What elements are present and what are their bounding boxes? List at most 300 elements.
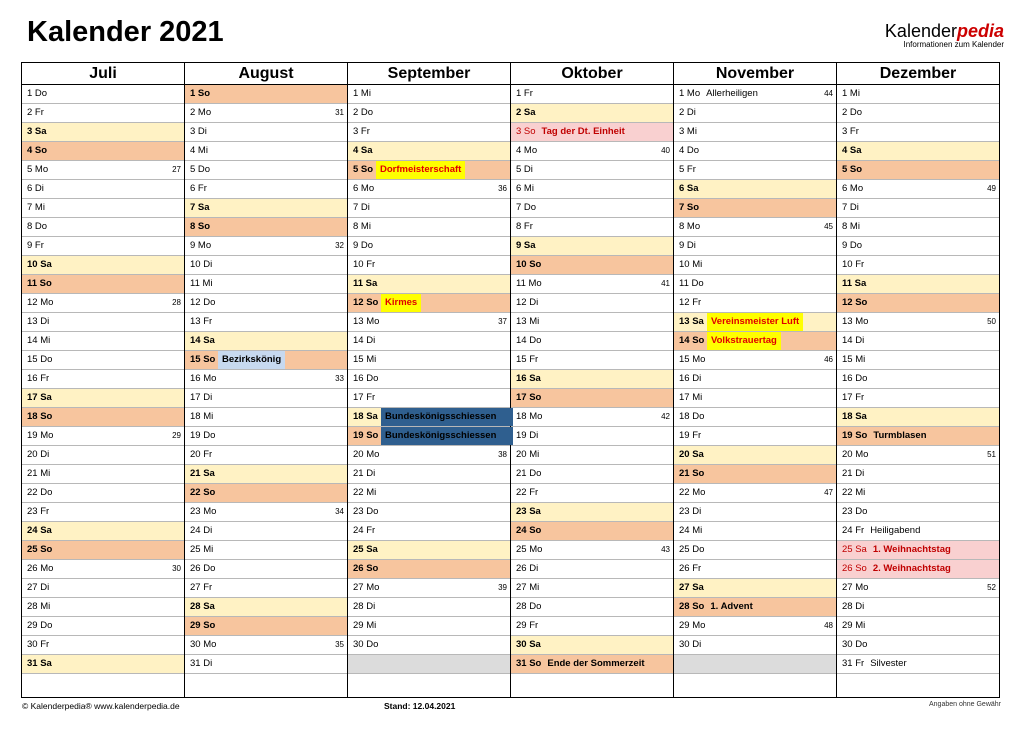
day-row[interactable] [674,313,836,332]
day-row[interactable] [22,465,184,484]
day-row[interactable] [674,579,836,598]
day-row[interactable] [185,123,347,142]
day-label: 13 Mi [516,316,540,327]
day-row[interactable] [674,503,836,522]
day-row[interactable] [348,332,510,351]
week-number: 48 [824,621,833,630]
day-row[interactable] [22,199,184,218]
week-number: 43 [661,545,670,554]
day-row[interactable] [511,503,673,522]
week-number: 42 [661,412,670,421]
day-row[interactable] [511,560,673,579]
day-row[interactable] [837,180,999,199]
day-label: 20 Mo [353,449,380,460]
day-row[interactable] [185,465,347,484]
day-row[interactable] [348,294,510,313]
day-row[interactable] [185,180,347,199]
day-label: 8 Mo [679,221,701,232]
day-label: 9 Sa [516,240,536,251]
day-label: 18 Sa [842,411,867,422]
day-label: 7 Di [842,202,859,213]
day-row[interactable] [674,351,836,370]
brand-name-b: pedia [956,21,1004,41]
week-number: 30 [172,564,181,573]
day-row[interactable] [348,446,510,465]
day-row[interactable] [185,237,347,256]
day-label: 19 Fr [679,430,702,441]
day-label: 29 Mi [353,620,377,631]
day-label: 19 So [353,430,379,441]
day-row[interactable] [674,275,836,294]
brand-name-a: Kalender [884,21,957,41]
day-row[interactable] [22,275,184,294]
day-row[interactable] [22,142,184,161]
day-label: 30 Fr [27,639,50,650]
week-number: 27 [172,165,181,174]
day-row[interactable] [837,408,999,427]
day-label: 6 Di [27,183,44,194]
day-row[interactable] [837,313,999,332]
day-label: 1 Mo [679,88,701,99]
day-label: 13 Mo [842,316,869,327]
day-row[interactable] [674,142,836,161]
day-label: 17 Mi [679,392,703,403]
day-label: 7 So [679,202,700,213]
day-row[interactable] [22,104,184,123]
day-label: 24 Sa [27,525,52,536]
day-label: 18 Mi [190,411,214,422]
day-label: 10 Fr [353,259,376,270]
day-row[interactable] [348,655,510,674]
day-row[interactable] [837,294,999,313]
event-label: Volkstrauertag [707,332,781,350]
day-label: 13 Di [27,316,50,327]
day-row[interactable] [674,427,836,446]
day-row[interactable] [674,123,836,142]
day-row[interactable] [674,199,836,218]
week-number: 29 [172,431,181,440]
day-row[interactable] [837,560,999,579]
day-row[interactable] [511,427,673,446]
day-label: 12 Do [190,297,216,308]
day-row[interactable] [837,275,999,294]
day-row[interactable] [674,104,836,123]
day-label: 2 Fr [27,107,44,118]
day-row[interactable] [511,655,673,674]
day-row[interactable] [348,598,510,617]
day-row[interactable] [185,370,347,389]
week-number: 35 [335,640,344,649]
month-column [22,63,185,697]
day-row[interactable] [511,636,673,655]
day-label: 12 Mo [27,297,54,308]
day-row[interactable] [348,85,510,104]
day-row[interactable] [22,484,184,503]
day-row[interactable] [185,142,347,161]
day-label: 25 Sa [842,544,867,555]
day-label: 5 Mo [27,164,49,175]
day-row[interactable] [674,484,836,503]
day-row[interactable] [348,617,510,636]
day-row[interactable] [348,541,510,560]
day-row[interactable] [837,636,999,655]
day-row[interactable] [348,351,510,370]
week-number: 40 [661,146,670,155]
day-row[interactable] [22,332,184,351]
day-row[interactable] [22,617,184,636]
event-label: 2. Weihnachtstag [872,563,951,574]
day-label: 4 Mi [190,145,208,156]
day-label: 28 Di [353,601,376,612]
day-row[interactable] [348,408,510,427]
day-row[interactable] [185,199,347,218]
day-row[interactable] [511,85,673,104]
day-row[interactable] [185,579,347,598]
day-row[interactable] [674,237,836,256]
day-row[interactable] [348,560,510,579]
day-row[interactable] [185,275,347,294]
day-label: 21 Sa [190,468,215,479]
month-column [348,63,511,697]
day-label: 8 Mi [842,221,860,232]
day-row[interactable] [22,161,184,180]
day-label: 30 Do [353,639,379,650]
day-label: 23 Do [353,506,379,517]
day-row[interactable] [348,370,510,389]
day-row[interactable] [674,408,836,427]
day-label: 9 Do [842,240,863,251]
day-row[interactable] [511,332,673,351]
day-label: 2 Mo [190,107,212,118]
day-row[interactable] [348,104,510,123]
week-number: 39 [498,583,507,592]
day-label: 1 Fr [516,88,533,99]
day-label: 3 Di [190,126,207,137]
day-row[interactable] [22,123,184,142]
day-row[interactable] [837,503,999,522]
day-row[interactable] [674,389,836,408]
day-row[interactable] [674,560,836,579]
day-row[interactable] [348,427,510,446]
day-row[interactable] [22,579,184,598]
day-row[interactable] [348,161,510,180]
event-label: Tag der Dt. Einheit [541,126,625,137]
day-row[interactable] [837,465,999,484]
day-label: 20 Mi [516,449,540,460]
day-row[interactable] [511,313,673,332]
day-row[interactable] [185,351,347,370]
day-label: 26 So [842,563,867,574]
brand-subtitle: Informationen zum Kalender [903,40,1004,49]
day-row[interactable] [22,446,184,465]
day-row[interactable] [185,636,347,655]
day-row[interactable] [185,598,347,617]
day-label: 26 Fr [679,563,702,574]
day-row[interactable] [185,541,347,560]
day-row[interactable] [22,636,184,655]
day-row[interactable] [185,313,347,332]
month-column [837,63,999,697]
day-label: 6 Sa [679,183,699,194]
day-row[interactable] [837,446,999,465]
day-label: 27 Mo [353,582,380,593]
day-label: 24 Fr [842,525,865,536]
day-label: 31 Di [190,658,213,669]
day-row[interactable] [22,256,184,275]
day-row[interactable] [185,161,347,180]
week-number: 32 [335,241,344,250]
day-row[interactable] [674,655,836,674]
day-row[interactable] [837,332,999,351]
day-row[interactable] [22,655,184,674]
week-number: 37 [498,317,507,326]
day-label: 24 Mi [679,525,703,536]
day-row[interactable] [185,617,347,636]
day-row[interactable] [185,85,347,104]
day-label: 28 Di [842,601,865,612]
day-label: 19 Di [516,430,539,441]
day-label: 21 Do [516,468,542,479]
day-row[interactable] [185,104,347,123]
day-row[interactable] [348,142,510,161]
day-row[interactable] [511,351,673,370]
day-row[interactable] [348,522,510,541]
day-row[interactable] [837,541,999,560]
day-row[interactable] [837,598,999,617]
day-row[interactable] [22,427,184,446]
day-label: 27 Mo [842,582,869,593]
day-label: 29 Do [27,620,53,631]
day-row[interactable] [837,617,999,636]
day-row[interactable] [837,522,999,541]
day-row[interactable] [511,484,673,503]
day-label: 17 Di [190,392,213,403]
day-row[interactable] [837,104,999,123]
day-row[interactable] [185,522,347,541]
day-row[interactable] [348,484,510,503]
day-row[interactable] [185,484,347,503]
day-label: 23 Fr [27,506,50,517]
day-label: 28 So [679,601,705,612]
day-row[interactable] [22,389,184,408]
day-label: 8 Mi [353,221,371,232]
day-row[interactable] [837,237,999,256]
day-label: 13 Fr [190,316,213,327]
day-row[interactable] [348,275,510,294]
day-label: 25 Mi [190,544,214,555]
day-row[interactable] [674,370,836,389]
day-row[interactable] [674,180,836,199]
day-row[interactable] [511,541,673,560]
day-row[interactable] [22,180,184,199]
day-row[interactable] [674,294,836,313]
day-row[interactable] [511,218,673,237]
day-row[interactable] [511,465,673,484]
day-row[interactable] [22,237,184,256]
day-row[interactable] [185,218,347,237]
day-row[interactable] [511,123,673,142]
day-row[interactable] [511,370,673,389]
day-row[interactable] [185,332,347,351]
day-row[interactable] [837,427,999,446]
day-label: 24 Fr [353,525,376,536]
day-label: 15 Do [27,354,53,365]
day-row[interactable] [511,446,673,465]
day-row[interactable] [837,351,999,370]
day-row[interactable] [185,256,347,275]
day-row[interactable] [348,256,510,275]
day-row[interactable] [837,199,999,218]
day-row[interactable] [22,351,184,370]
week-number: 38 [498,450,507,459]
day-row[interactable] [348,389,510,408]
week-number: 45 [824,222,833,231]
day-label: 10 Mi [679,259,703,270]
day-label: 16 Do [353,373,379,384]
day-row[interactable] [837,161,999,180]
day-label: 6 Mo [842,183,864,194]
day-label: 26 Mo [27,563,54,574]
week-number: 46 [824,355,833,364]
week-number: 28 [172,298,181,307]
day-row[interactable] [511,104,673,123]
day-label: 14 Di [842,335,865,346]
day-label: 9 Di [679,240,696,251]
day-row[interactable] [185,503,347,522]
day-row[interactable] [837,389,999,408]
week-number: 34 [335,507,344,516]
day-row[interactable] [674,541,836,560]
day-label: 15 Mi [353,354,377,365]
day-row[interactable] [511,579,673,598]
day-row[interactable] [22,522,184,541]
day-label: 20 Di [27,449,50,460]
day-row[interactable] [511,522,673,541]
day-row[interactable] [837,484,999,503]
day-row[interactable] [674,256,836,275]
day-row[interactable] [348,503,510,522]
day-row[interactable] [185,294,347,313]
day-row[interactable] [22,313,184,332]
day-row[interactable] [185,389,347,408]
day-label: 20 Fr [190,449,213,460]
day-label: 23 Sa [516,506,541,517]
week-number: 44 [824,89,833,98]
month-column [185,63,348,697]
day-label: 22 Mi [842,487,866,498]
day-row[interactable] [22,598,184,617]
day-row[interactable] [837,85,999,104]
day-row[interactable] [22,294,184,313]
day-row[interactable] [511,142,673,161]
day-row[interactable] [348,636,510,655]
day-row[interactable] [674,85,836,104]
day-row[interactable] [837,370,999,389]
day-row[interactable] [511,598,673,617]
day-row[interactable] [511,199,673,218]
day-row[interactable] [674,332,836,351]
day-row[interactable] [511,161,673,180]
day-row[interactable] [674,218,836,237]
day-label: 3 Sa [27,126,47,137]
day-row[interactable] [674,598,836,617]
day-row[interactable] [837,218,999,237]
day-row[interactable] [22,560,184,579]
day-label: 18 So [27,411,53,422]
day-row[interactable] [674,636,836,655]
day-label: 16 Sa [516,373,541,384]
day-row[interactable] [348,199,510,218]
day-row[interactable] [837,655,999,674]
day-row[interactable] [511,180,673,199]
day-row[interactable] [22,541,184,560]
day-row[interactable] [22,408,184,427]
day-row[interactable] [511,275,673,294]
day-row[interactable] [674,446,836,465]
day-row[interactable] [185,446,347,465]
day-row[interactable] [674,522,836,541]
day-row[interactable] [348,180,510,199]
day-row[interactable] [837,142,999,161]
day-row[interactable] [511,237,673,256]
brand-logo [885,22,1004,50]
day-row[interactable] [348,465,510,484]
day-row[interactable] [22,370,184,389]
day-label: 7 Do [516,202,537,213]
day-label: 25 Do [679,544,705,555]
day-row[interactable] [511,389,673,408]
day-row[interactable] [22,503,184,522]
day-label: 8 Do [27,221,48,232]
day-label: 9 Fr [27,240,44,251]
day-label: 5 Do [190,164,211,175]
day-row[interactable] [348,237,510,256]
day-row[interactable] [348,579,510,598]
day-row[interactable] [837,123,999,142]
day-row[interactable] [185,560,347,579]
day-row[interactable] [348,313,510,332]
day-row[interactable] [185,408,347,427]
day-label: 18 Mo [516,411,543,422]
day-row[interactable] [348,123,510,142]
day-row[interactable] [348,218,510,237]
day-label: 22 Mi [353,487,377,498]
week-number: 41 [661,279,670,288]
day-row[interactable] [511,256,673,275]
day-row[interactable] [837,256,999,275]
day-row[interactable] [674,465,836,484]
day-row[interactable] [185,427,347,446]
day-row[interactable] [511,617,673,636]
day-label: 17 Sa [27,392,52,403]
event-label: Bundeskönigsschiessen [381,427,513,445]
day-row[interactable] [511,294,673,313]
event-label: Bundeskönigsschiessen [381,408,513,426]
day-label: 11 Mo [516,278,542,289]
day-label: 28 Sa [190,601,215,612]
day-label: 7 Sa [190,202,210,213]
day-row[interactable] [837,579,999,598]
day-row[interactable] [185,655,347,674]
day-row[interactable] [22,218,184,237]
day-label: 5 So [353,164,374,175]
day-row[interactable] [674,161,836,180]
day-row[interactable] [22,85,184,104]
day-label: 8 Fr [516,221,533,232]
day-row[interactable] [511,408,673,427]
day-row[interactable] [674,617,836,636]
day-label: 1 Mi [353,88,371,99]
